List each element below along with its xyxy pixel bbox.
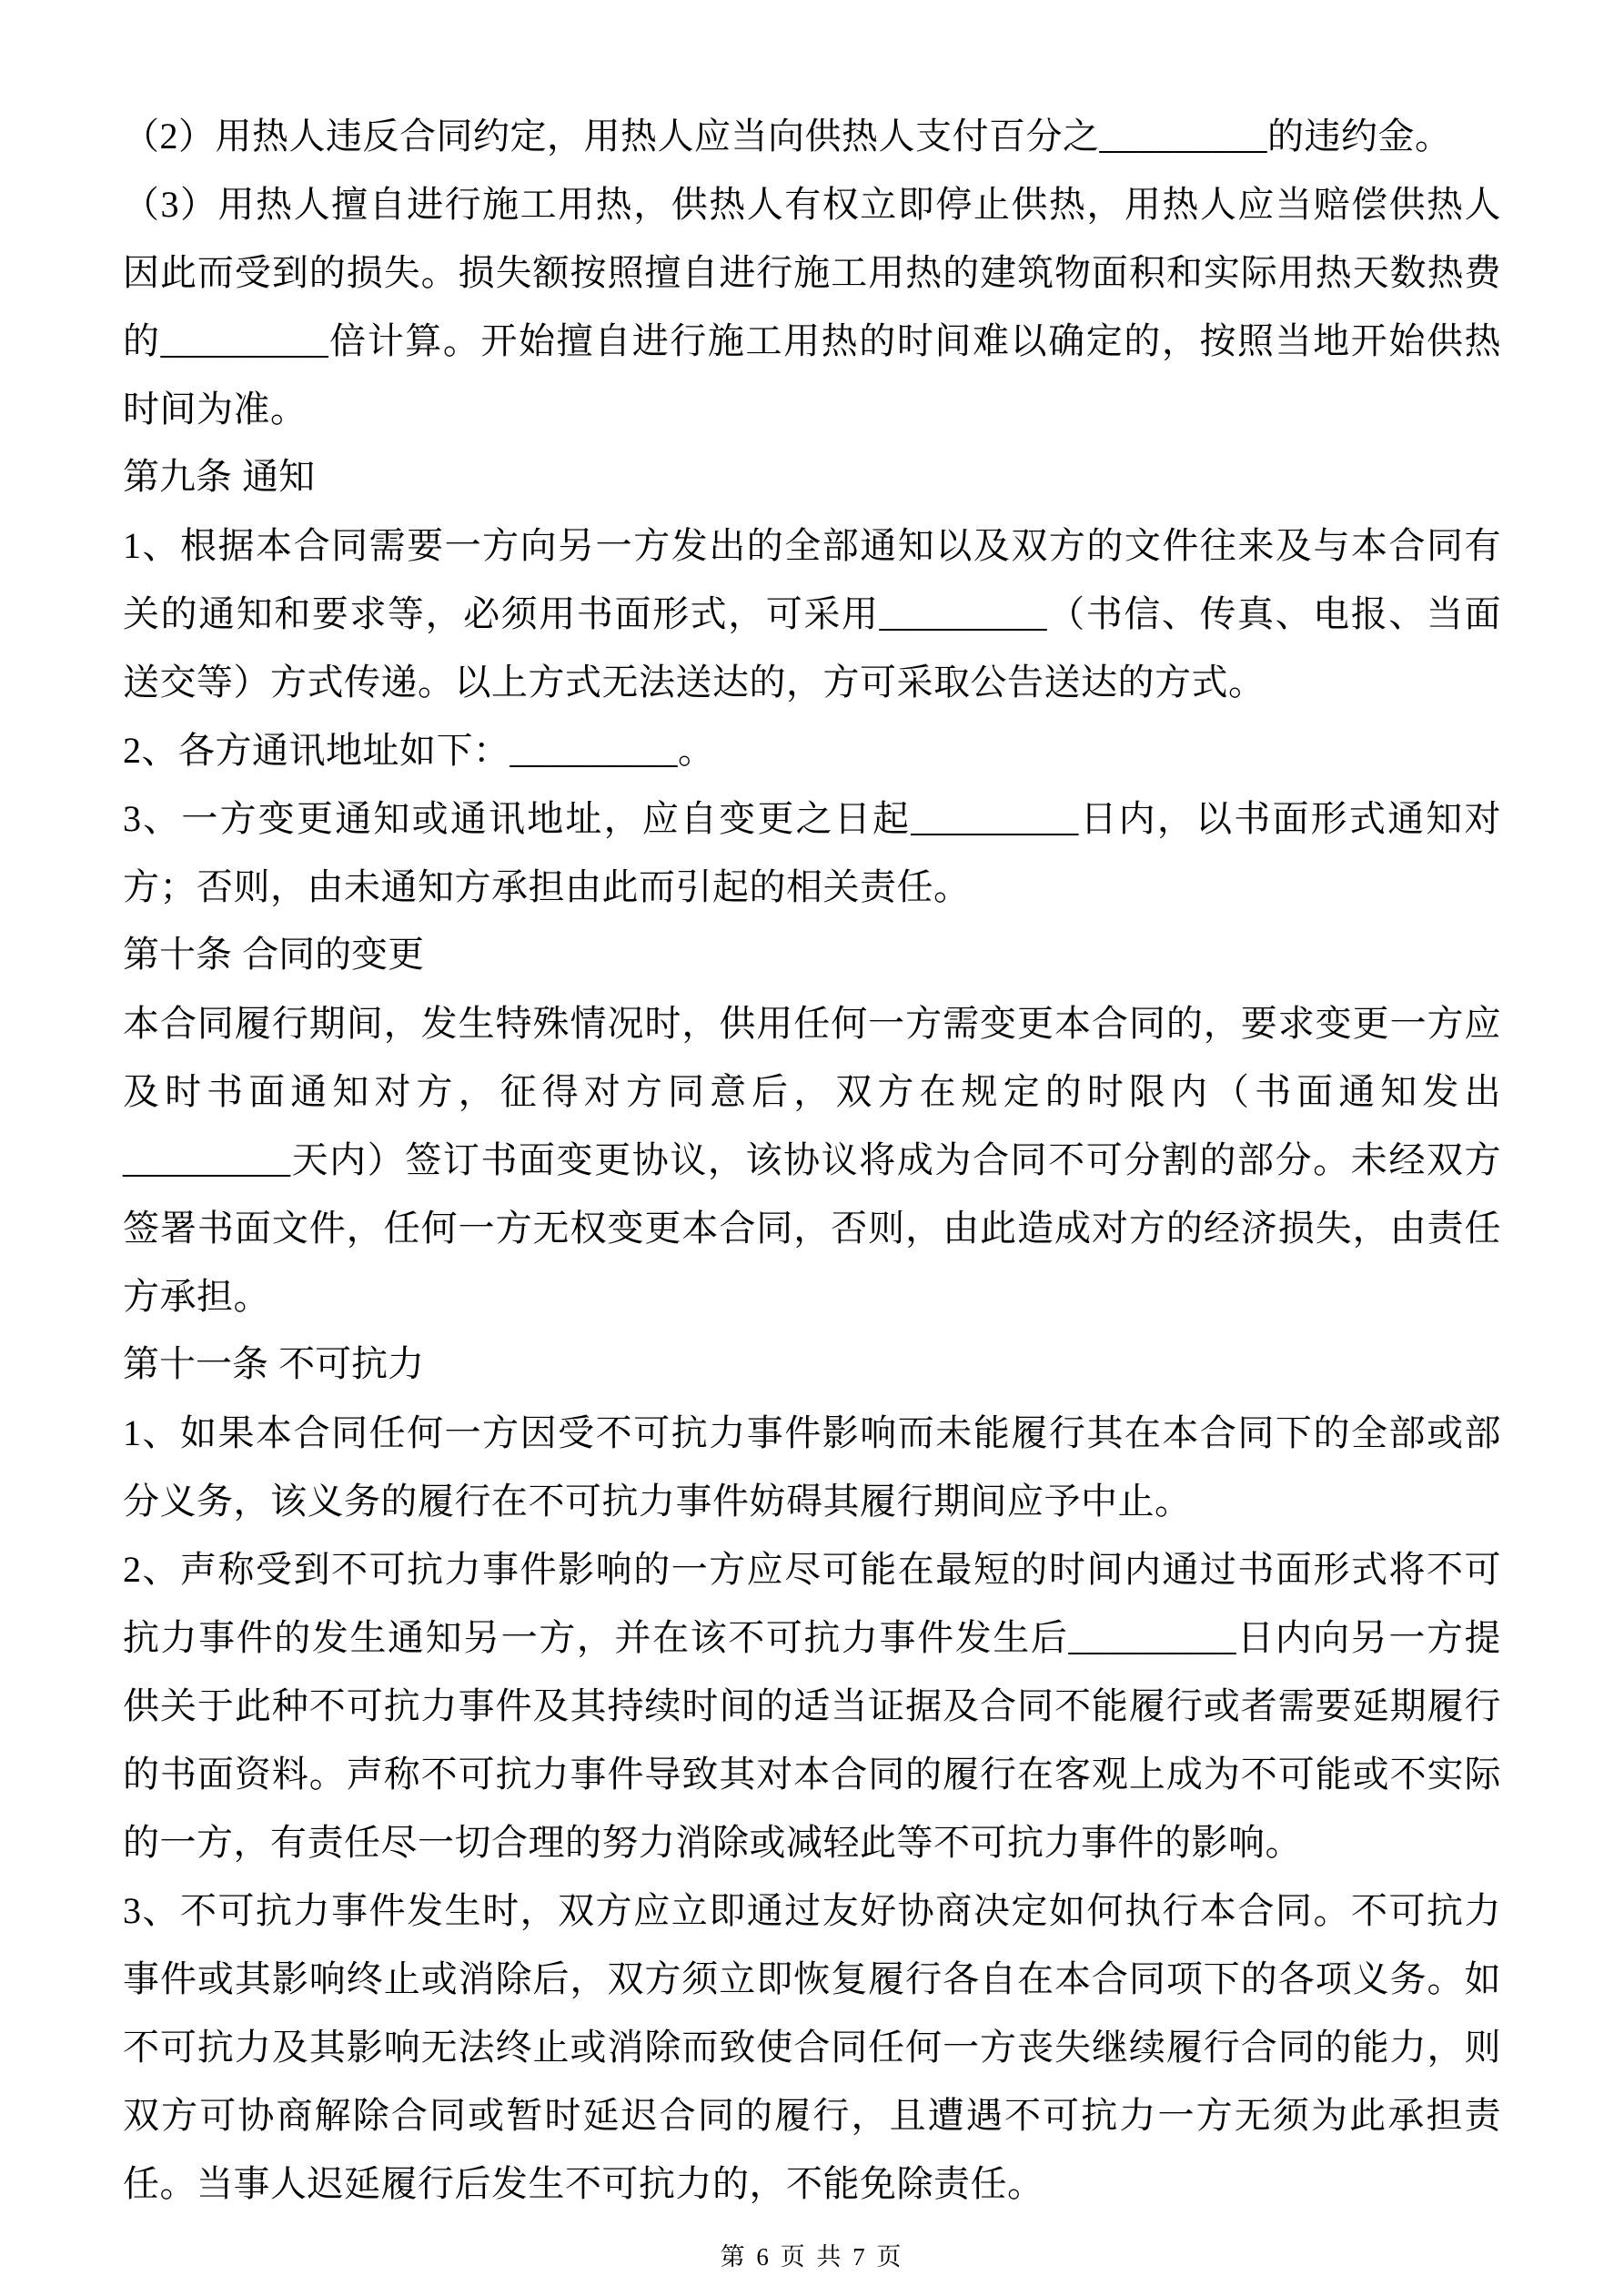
contract-paragraph: 1、如果本合同任何一方因受不可抗力事件影响而未能履行其在本合同下的全部或部分义务，该义务的履行在不可抗力事件妨碍其履行期间应予中止。: [123, 1412, 1501, 1522]
contract-paragraph: 3、一方变更通知或通讯地址，应自变更之日起_________日内，以书面形式通知对方；否则，由未通知方承担由此而引起的相关责任。: [123, 798, 1501, 907]
page-number-footer: 第 6 页 共 7 页: [720, 2243, 904, 2271]
contract-paragraph: 3、不可抗力事件发生时，双方应立即通过友好协商决定如何执行本合同。不可抗力事件或其影响终止或消除后，双方须立即恢复履行各自在本合同项下的各项义务。如不可抗力及其影响无法终止或消除而致使合同任何一方丧失继续履行合同的能力，则双方可协商解除合同或暂时延迟合同的履行，且遭遇不可抗力一方无须为此承担责任。当事人迟延履行后发生不可抗力的，不能免除责任。: [123, 1890, 1501, 2204]
contract-paragraph: 本合同履行期间，发生特殊情况时，供用任何一方需变更本合同的，要求变更一方应及时书面通知对方，征得对方同意后，双方在规定的时限内（书面通知发出_________天内）签订书面变更协议，该协议将成为合同不可分割的部分。未经双方签署书面文件，任何一方无权变更本合同，否则，由此造成对方的经济损失，由责任方承担。: [123, 1003, 1501, 1317]
contract-paragraph: 2、各方通讯地址如下：_________。: [123, 730, 715, 771]
contract-paragraph: 2、声称受到不可抗力事件影响的一方应尽可能在最短的时间内通过书面形式将不可抗力事件的发生通知另一方，并在该不可抗力事件发生后_________日内向另一方提供关于此种不可抗力事件及其持续时间的适当证据及合同不能履行或者需要延期履行的书面资料。声称不可抗力事件导致其对本合同的履行在客观上成为不可能或不实际的一方，有责任尽一切合理的努力消除或减轻此等不可抗力事件的影响。: [123, 1549, 1501, 1863]
contract-body: [123, 102, 1501, 2218]
contract-paragraph: （3）用热人擅自进行施工用热，供热人有权立即停止供热，用热人应当赔偿供热人因此而受到的损失。损失额按照擅自进行施工用热的建筑物面积和实际用热天数热费的_________倍计算。开始擅自进行施工用热的时间难以确定的，按照当地开始供热时间为准。: [123, 184, 1501, 430]
article-heading-10: 第十条 合同的变更: [123, 935, 425, 975]
article-heading-9: 第九条 通知: [123, 457, 316, 497]
article-heading-11: 第十一条 不可抗力: [123, 1344, 425, 1384]
contract-paragraph: （2）用热人违反合同约定，用热人应当向供热人支付百分之_________的违约金。: [123, 116, 1452, 157]
contract-paragraph: 1、根据本合同需要一方向另一方发出的全部通知以及双方的文件往来及与本合同有关的通知和要求等，必须用书面形式，可采用_________（书信、传真、电报、当面送交等）方式传递。以上方式无法送达的，方可采取公告送达的方式。: [123, 525, 1501, 703]
